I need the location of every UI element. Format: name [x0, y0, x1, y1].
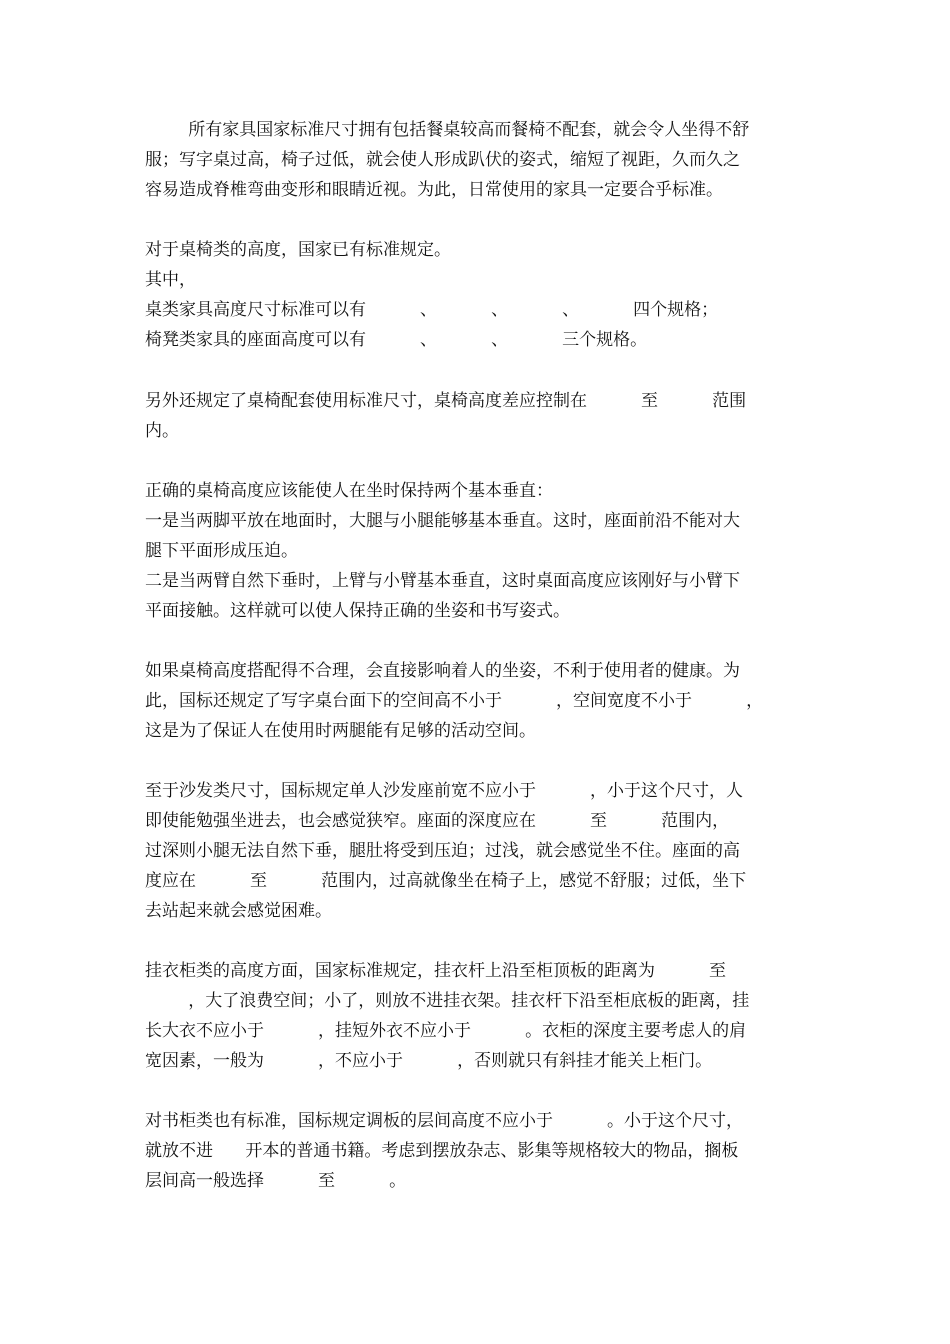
- paragraph-6-line-2: 即使能勉强坐进去，也会感觉狭窄。座面的深度应在 至 范围内，: [145, 811, 730, 831]
- paragraph-2-line-3: 桌类家具高度尺寸标准可以有 、 、 、 四个规格；: [145, 300, 719, 320]
- paragraph-6-line-5: 去站起来就会感觉困难。: [145, 901, 332, 921]
- paragraph-7-line-1: 挂衣柜类的高度方面，国家标准规定，挂衣杆上沿至柜顶板的距离为 至: [145, 961, 727, 981]
- paragraph-3-line-2: 内。: [145, 421, 179, 441]
- paragraph-2-line-2: 其中，: [145, 270, 196, 290]
- paragraph-6-line-3: 过深则小腿无法自然下垂，腿肚将受到压迫；过浅，就会感觉坐不住。座面的高: [145, 841, 740, 861]
- paragraph-7-line-4: 宽因素，一般为 ，不应小于 ，否则就只有斜挂才能关上柜门。: [145, 1051, 713, 1071]
- paragraph-4-line-5: 平面接触。这样就可以使人保持正确的坐姿和书写姿式。: [145, 601, 570, 621]
- paragraph-2-line-1: 对于桌椅类的高度，国家已有标准规定。: [145, 240, 451, 260]
- paragraph-8-line-1: 对书柜类也有标准，国标规定调板的层间高度不应小于 。小于这个尺寸，: [145, 1111, 744, 1131]
- paragraph-8-line-2: 就放不进 开本的普通书籍。考虑到摆放杂志、影集等规格较大的物品，搁板: [145, 1141, 739, 1161]
- paragraph-1-line-1: 所有家具国家标准尺寸拥有包括餐桌较高而餐椅不配套，就会令人坐得不舒: [145, 120, 750, 140]
- paragraph-7-line-3: 长大衣不应小于 ，挂短外衣不应小于 。衣柜的深度主要考虑人的肩: [145, 1021, 747, 1041]
- paragraph-5-line-2: 此，国标还规定了写字桌台面下的空间高不小于 ，空间宽度不小于 ，: [145, 691, 764, 711]
- paragraph-4-line-4: 二是当两臂自然下垂时，上臂与小臂基本垂直，这时桌面高度应该刚好与小臂下: [145, 571, 740, 591]
- paragraph-4-line-2: 一是当两脚平放在地面时，大腿与小腿能够基本垂直。这时，座面前沿不能对大: [145, 511, 740, 531]
- paragraph-1-line-3: 容易造成脊椎弯曲变形和眼睛近视。为此，日常使用的家具一定要合乎标准。: [145, 180, 723, 200]
- paragraph-6-line-1: 至于沙发类尺寸，国标规定单人沙发座前宽不应小于 ，小于这个尺寸，人: [145, 781, 744, 801]
- paragraph-6-line-4: 度应在 至 范围内，过高就像坐在椅子上，感觉不舒服；过低，坐下: [145, 871, 747, 891]
- paragraph-3-line-1: 另外还规定了桌椅配套使用标准尺寸，桌椅高度差应控制在 至 范围: [145, 391, 747, 411]
- paragraph-5-line-3: 这是为了保证人在使用时两腿能有足够的活动空间。: [145, 721, 536, 741]
- paragraph-7-line-2: ，大了浪费空间；小了，则放不进挂衣架。挂衣杆下沿至柜底板的距离，挂: [145, 991, 750, 1011]
- paragraph-1-line-2: 服；写字桌过高，椅子过低，就会使人形成趴伏的姿式，缩短了视距，久而久之: [145, 150, 740, 170]
- paragraph-2-line-4: 椅凳类家具的座面高度可以有 、 、 三个规格。: [145, 330, 648, 350]
- paragraph-5-line-1: 如果桌椅高度搭配得不合理，会直接影响着人的坐姿，不利于使用者的健康。为: [145, 661, 740, 681]
- paragraph-4-line-1: 正确的桌椅高度应该能使人在坐时保持两个基本垂直：: [145, 481, 553, 501]
- paragraph-4-line-3: 腿下平面形成压迫。: [145, 541, 298, 561]
- paragraph-8-line-3: 层间高一般选择 至 。: [145, 1171, 407, 1191]
